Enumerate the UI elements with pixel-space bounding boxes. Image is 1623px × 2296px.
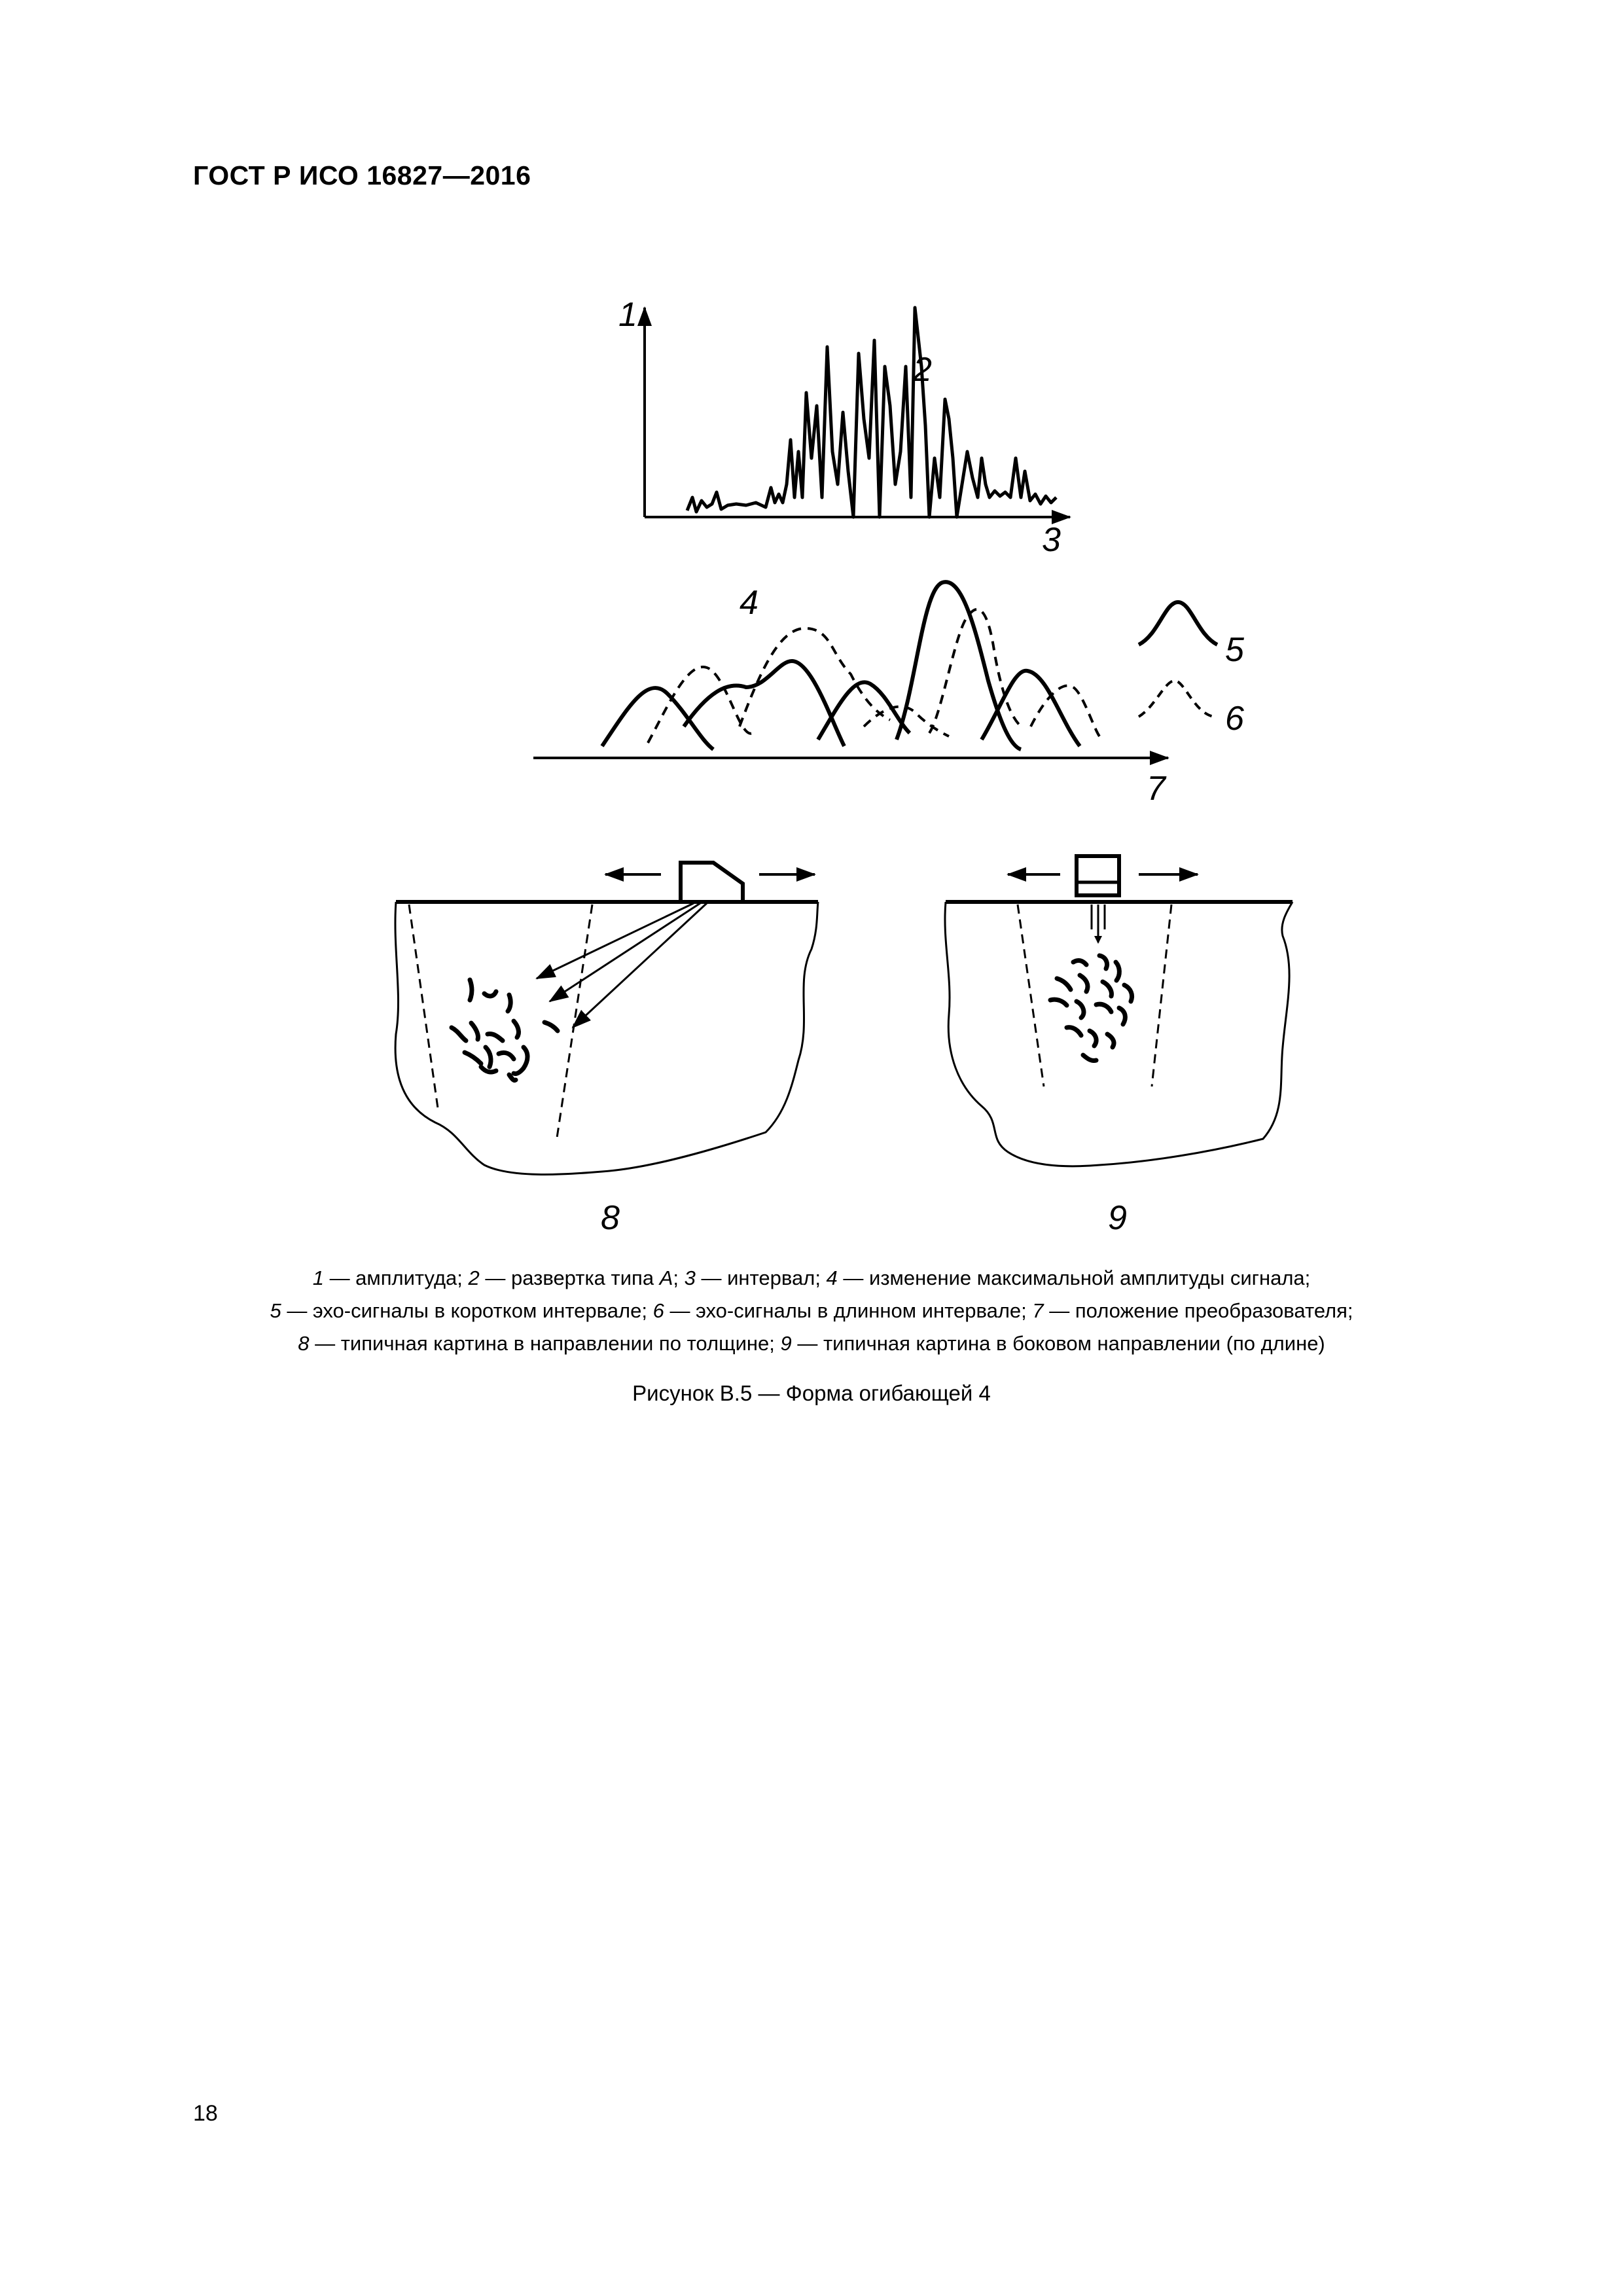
- defect-cluster: [1050, 956, 1132, 1061]
- legend-key: 9: [780, 1332, 792, 1355]
- specimen-outline: [395, 902, 818, 1174]
- envelope-solid: [602, 582, 1080, 749]
- legend-line-1: [0, 1262, 1623, 1295]
- legend-sample-short-interval: [1139, 602, 1217, 645]
- page-number: 18: [193, 2101, 218, 2126]
- a-scan-trace: [687, 308, 1056, 517]
- legend-text: ;: [673, 1266, 685, 1289]
- legend-key: 3: [684, 1266, 696, 1289]
- defect-cluster: [452, 980, 558, 1081]
- legend-key: 7: [1032, 1299, 1044, 1322]
- legend-text: — амплитуда;: [323, 1266, 469, 1289]
- legend-line-3: [0, 1327, 1623, 1360]
- scene-lateral-direction: [945, 856, 1293, 1237]
- legend-text: — типичная картина в направлении по толщине;: [309, 1332, 781, 1355]
- label-9: 9: [1108, 1199, 1127, 1237]
- beam-ray: [573, 903, 707, 1028]
- label-1: 1: [618, 296, 637, 334]
- beam-edge-left: [409, 905, 438, 1113]
- label-2: 2: [913, 351, 932, 389]
- beam-edge-right: [1152, 905, 1171, 1086]
- legend-text: — изменение максимальной амплитуды сигнала;: [837, 1266, 1311, 1289]
- label-7: 7: [1147, 770, 1166, 808]
- label-5: 5: [1225, 631, 1244, 669]
- legend-key: 1: [312, 1266, 324, 1289]
- document-header: ГОСТ Р ИСО 16827—2016: [193, 160, 531, 190]
- beam-ray: [550, 903, 700, 1001]
- label-8: 8: [601, 1199, 620, 1237]
- specimen-outline: [945, 902, 1293, 1166]
- label-6: 6: [1225, 700, 1244, 738]
- legend-key: 2: [468, 1266, 480, 1289]
- legend-key: 8: [298, 1332, 310, 1355]
- legend-key: 5: [270, 1299, 281, 1322]
- beam-edge-left: [1018, 905, 1044, 1086]
- legend-line-2: [0, 1295, 1623, 1327]
- probe-straight: [1077, 856, 1119, 895]
- legend-text: — эхо-сигналы в длинном интервале;: [664, 1299, 1033, 1322]
- legend-text: — эхо-сигналы в коротком интервале;: [281, 1299, 653, 1322]
- label-4: 4: [740, 584, 758, 622]
- label-3: 3: [1042, 521, 1061, 559]
- legend-key: A: [659, 1266, 673, 1289]
- legend-text: — развертка типа: [479, 1266, 660, 1289]
- legend-text: — типичная картина в боковом направлении (по длине): [791, 1332, 1325, 1355]
- legend-key: 6: [652, 1299, 664, 1322]
- figure-legend: [0, 1262, 1623, 1360]
- legend-text: — положение преобразователя;: [1043, 1299, 1353, 1322]
- envelope-dashed: [648, 609, 1099, 743]
- beam-ray: [537, 903, 694, 978]
- legend-text: — интервал;: [695, 1266, 827, 1289]
- a-scan-plot: [618, 296, 1070, 559]
- legend-sample-long-interval: [1139, 681, 1214, 717]
- scene-thickness-direction: [395, 863, 818, 1237]
- beam-edge-right: [556, 905, 592, 1142]
- probe-angled: [681, 863, 743, 902]
- figure-caption: Рисунок В.5 — Форма огибающей 4: [632, 1381, 991, 1405]
- envelope-plot: [533, 582, 1245, 808]
- legend-key: 4: [826, 1266, 838, 1289]
